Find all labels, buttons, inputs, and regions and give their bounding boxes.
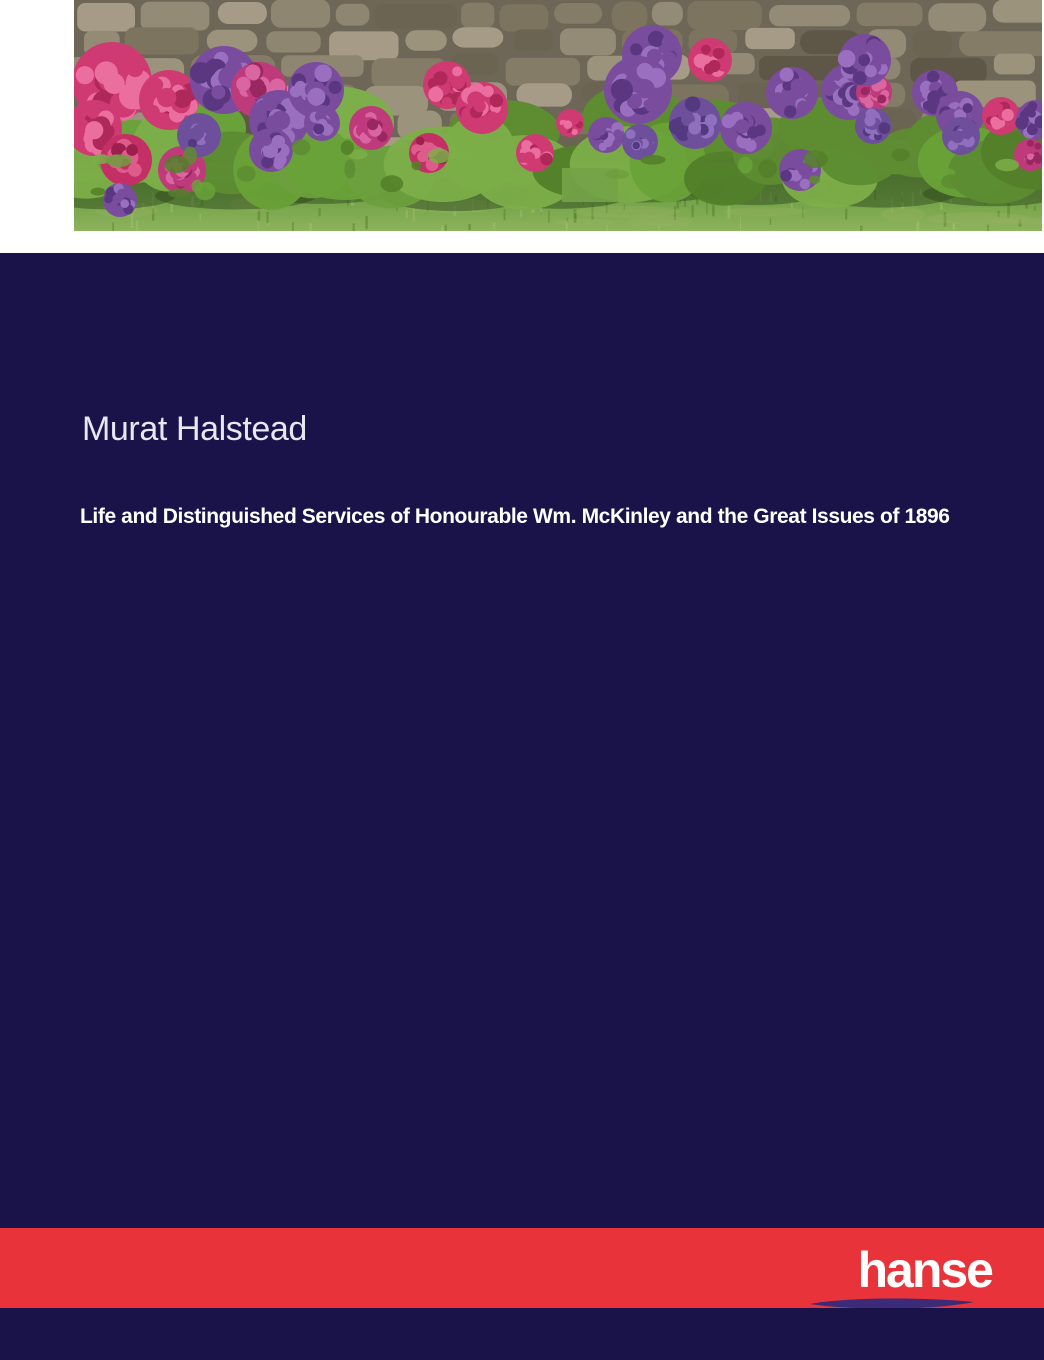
footer-strip: [0, 1308, 1044, 1360]
cover-body: [0, 253, 1044, 1228]
book-title: Life and Distinguished Services of Honourable Wm. McKinley and the Great Issues of 1896: [80, 505, 950, 528]
publisher-logo-text: hanse: [857, 1242, 992, 1298]
publisher-logo: [816, 1244, 992, 1314]
hydrangea-photo-art: [74, 0, 1042, 231]
author-name: Murat Halstead: [82, 410, 307, 448]
cover-photo: [74, 0, 1042, 231]
